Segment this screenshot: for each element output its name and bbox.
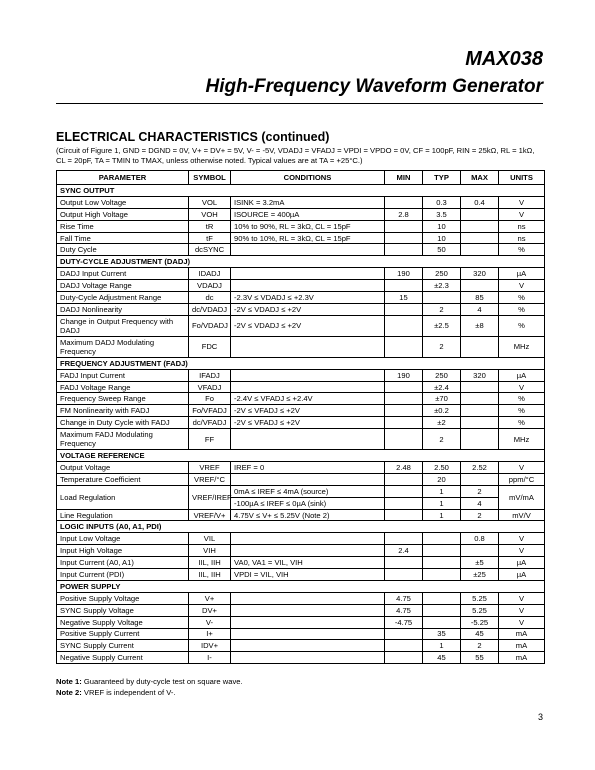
table-row bbox=[57, 381, 545, 393]
table-row bbox=[57, 405, 545, 417]
typ-cell: 1 bbox=[423, 509, 461, 521]
min-cell bbox=[385, 303, 423, 315]
parameter-cell: Line Regulation bbox=[57, 509, 189, 521]
units-cell: V bbox=[499, 208, 545, 220]
units-cell: mA bbox=[499, 640, 545, 652]
parameter-cell: Duty-Cycle Adjustment Range bbox=[57, 292, 189, 304]
table-row bbox=[57, 628, 545, 640]
typ-cell: 0.3 bbox=[423, 196, 461, 208]
section-heading: SYNC OUTPUT bbox=[57, 185, 545, 197]
parameter-cell: DADJ Nonlinearity bbox=[57, 303, 189, 315]
symbol-cell: VIH bbox=[189, 545, 231, 557]
parameter-cell: Frequency Sweep Range bbox=[57, 393, 189, 405]
max-cell: 5.25 bbox=[461, 604, 499, 616]
max-cell bbox=[461, 473, 499, 485]
conditions-cell: -2V ≤ VDADJ ≤ +2V bbox=[231, 303, 385, 315]
max-cell: 2 bbox=[461, 509, 499, 521]
units-cell: µA bbox=[499, 268, 545, 280]
parameter-cell: Temperature Coefficient bbox=[57, 473, 189, 485]
conditions-cell: VPDI = VIL, VIH bbox=[231, 569, 385, 581]
table-row bbox=[57, 462, 545, 474]
section-heading: VOLTAGE REFERENCE bbox=[57, 450, 545, 462]
symbol-cell: IIL, IIH bbox=[189, 569, 231, 581]
conditions-cell bbox=[231, 381, 385, 393]
typ-cell bbox=[423, 545, 461, 557]
max-cell: 4 bbox=[461, 303, 499, 315]
units-cell: mA bbox=[499, 652, 545, 664]
max-cell: 45 bbox=[461, 628, 499, 640]
parameter-cell: Positive Supply Voltage bbox=[57, 592, 189, 604]
header-conditions: CONDITIONS bbox=[231, 171, 385, 185]
min-cell bbox=[385, 196, 423, 208]
parameter-cell: Duty Cycle bbox=[57, 244, 189, 256]
document-title: High-Frequency Waveform Generator bbox=[205, 76, 543, 97]
conditions-cell bbox=[231, 369, 385, 381]
typ-cell: 2 bbox=[423, 303, 461, 315]
section-row bbox=[57, 256, 545, 268]
header-parameter: PARAMETER bbox=[57, 171, 189, 185]
conditions-cell bbox=[231, 592, 385, 604]
parameter-cell: Input Low Voltage bbox=[57, 533, 189, 545]
typ-cell: 250 bbox=[423, 369, 461, 381]
table-row bbox=[57, 473, 545, 485]
table-row bbox=[57, 220, 545, 232]
symbol-cell: V- bbox=[189, 616, 231, 628]
min-cell: -4.75 bbox=[385, 616, 423, 628]
units-cell: ppm/°C bbox=[499, 473, 545, 485]
parameter-cell: FM Nonlinearity with FADJ bbox=[57, 405, 189, 417]
symbol-cell: dcSYNC bbox=[189, 244, 231, 256]
parameter-cell: Output Low Voltage bbox=[57, 196, 189, 208]
conditions-cell: 0mA ≤ IREF ≤ 4mA (source) bbox=[231, 485, 385, 497]
header-units: UNITS bbox=[499, 171, 545, 185]
max-cell: 320 bbox=[461, 369, 499, 381]
conditions-cell bbox=[231, 640, 385, 652]
parameter-cell: FADJ Voltage Range bbox=[57, 381, 189, 393]
min-cell bbox=[385, 509, 423, 521]
parameter-cell: Change in Duty Cycle with FADJ bbox=[57, 417, 189, 429]
typ-cell: ±2.3 bbox=[423, 280, 461, 292]
max-cell bbox=[461, 244, 499, 256]
typ-cell: 45 bbox=[423, 652, 461, 664]
min-cell bbox=[385, 336, 423, 357]
max-cell: ±8 bbox=[461, 315, 499, 336]
parameter-cell: Maximum DADJ Modulating Frequency bbox=[57, 336, 189, 357]
max-cell bbox=[461, 336, 499, 357]
min-cell: 15 bbox=[385, 292, 423, 304]
min-cell: 190 bbox=[385, 268, 423, 280]
min-cell: 4.75 bbox=[385, 604, 423, 616]
conditions-cell: VA0, VA1 = VIL, VIH bbox=[231, 557, 385, 569]
note-label: Note 1: bbox=[56, 677, 82, 686]
symbol-cell: VOL bbox=[189, 196, 231, 208]
min-cell bbox=[385, 244, 423, 256]
units-cell: V bbox=[499, 381, 545, 393]
units-cell: % bbox=[499, 244, 545, 256]
units-cell: V bbox=[499, 545, 545, 557]
units-cell: V bbox=[499, 592, 545, 604]
max-cell bbox=[461, 393, 499, 405]
parameter-cell: Positive Supply Current bbox=[57, 628, 189, 640]
min-cell bbox=[385, 652, 423, 664]
conditions-cell bbox=[231, 336, 385, 357]
parameter-cell: FADJ Input Current bbox=[57, 369, 189, 381]
parameter-cell: SYNC Supply Voltage bbox=[57, 604, 189, 616]
note-text: VREF is independent of V-. bbox=[83, 688, 176, 697]
max-cell bbox=[461, 220, 499, 232]
min-cell bbox=[385, 220, 423, 232]
min-cell bbox=[385, 533, 423, 545]
conditions-cell bbox=[231, 545, 385, 557]
typ-cell: 250 bbox=[423, 268, 461, 280]
units-cell: MHz bbox=[499, 336, 545, 357]
symbol-cell: VOH bbox=[189, 208, 231, 220]
max-cell: 85 bbox=[461, 292, 499, 304]
min-cell bbox=[385, 381, 423, 393]
table-row bbox=[57, 429, 545, 450]
symbol-cell: tR bbox=[189, 220, 231, 232]
table-row bbox=[57, 369, 545, 381]
conditions-cell bbox=[231, 604, 385, 616]
table-row bbox=[57, 393, 545, 405]
conditions-cell: ISINK = 3.2mA bbox=[231, 196, 385, 208]
units-cell: ns bbox=[499, 220, 545, 232]
header-symbol: SYMBOL bbox=[189, 171, 231, 185]
test-conditions: (Circuit of Figure 1, GND = DGND = 0V, V+ = DV+ = 5V, V- = -5V, VDADJ = VFADJ = VPDI = VPDO = 0V, CF = 100pF, RIN = 25kΩ, RL = 1kΩ, CL = 20pF, TA = TMIN to TMAX, unless otherwise noted. Typical values are at TA = +25°C.) bbox=[56, 146, 535, 165]
min-cell: 2.4 bbox=[385, 545, 423, 557]
max-cell bbox=[461, 280, 499, 292]
typ-cell: ±2 bbox=[423, 417, 461, 429]
units-cell: % bbox=[499, 405, 545, 417]
parameter-cell: Change in Output Frequency with DADJ bbox=[57, 315, 189, 336]
units-cell: V bbox=[499, 196, 545, 208]
section-row bbox=[57, 521, 545, 533]
typ-cell: 2 bbox=[423, 429, 461, 450]
units-cell: V bbox=[499, 616, 545, 628]
conditions-cell: 10% to 90%, RL = 3kΩ, CL = 15pF bbox=[231, 220, 385, 232]
typ-cell: 1 bbox=[423, 497, 461, 509]
typ-cell bbox=[423, 557, 461, 569]
min-cell bbox=[385, 569, 423, 581]
parameter-cell: SYNC Supply Current bbox=[57, 640, 189, 652]
typ-cell: 1 bbox=[423, 485, 461, 497]
header-max: MAX bbox=[461, 171, 499, 185]
symbol-cell: VFADJ bbox=[189, 381, 231, 393]
typ-cell: ±0.2 bbox=[423, 405, 461, 417]
section-heading: LOGIC INPUTS (A0, A1, PDI) bbox=[57, 521, 545, 533]
section-row bbox=[57, 185, 545, 197]
section-row bbox=[57, 580, 545, 592]
parameter-cell: Output Voltage bbox=[57, 462, 189, 474]
typ-cell: 50 bbox=[423, 244, 461, 256]
min-cell bbox=[385, 557, 423, 569]
conditions-cell bbox=[231, 652, 385, 664]
typ-cell: 2.50 bbox=[423, 462, 461, 474]
table-row bbox=[57, 592, 545, 604]
min-cell bbox=[385, 280, 423, 292]
conditions-cell: -2V ≤ VDADJ ≤ +2V bbox=[231, 315, 385, 336]
typ-cell: 2 bbox=[423, 336, 461, 357]
typ-cell: 20 bbox=[423, 473, 461, 485]
table-header-row bbox=[57, 171, 545, 185]
conditions-cell: -2.4V ≤ VFADJ ≤ +2.4V bbox=[231, 393, 385, 405]
max-cell bbox=[461, 208, 499, 220]
typ-cell: ±2.5 bbox=[423, 315, 461, 336]
page-number: 3 bbox=[537, 712, 543, 722]
symbol-cell: FDC bbox=[189, 336, 231, 357]
typ-cell bbox=[423, 604, 461, 616]
max-cell: 320 bbox=[461, 268, 499, 280]
parameter-cell: Input Current (A0, A1) bbox=[57, 557, 189, 569]
typ-cell bbox=[423, 292, 461, 304]
typ-cell: 35 bbox=[423, 628, 461, 640]
units-cell: % bbox=[499, 393, 545, 405]
symbol-cell: dc bbox=[189, 292, 231, 304]
conditions-cell bbox=[231, 628, 385, 640]
symbol-cell: Fo/VFADJ bbox=[189, 405, 231, 417]
symbol-cell: VREF/°C bbox=[189, 473, 231, 485]
min-cell: 4.75 bbox=[385, 592, 423, 604]
units-cell: V bbox=[499, 280, 545, 292]
typ-cell: 1 bbox=[423, 640, 461, 652]
symbol-cell: IIL, IIH bbox=[189, 557, 231, 569]
note-label: Note 2: bbox=[56, 688, 82, 697]
section-row bbox=[57, 450, 545, 462]
units-cell: % bbox=[499, 292, 545, 304]
min-cell bbox=[385, 405, 423, 417]
symbol-cell: VREF/V+ bbox=[189, 509, 231, 521]
units-cell: µA bbox=[499, 569, 545, 581]
table-row bbox=[57, 315, 545, 336]
max-cell: -5.25 bbox=[461, 616, 499, 628]
units-cell: µA bbox=[499, 557, 545, 569]
max-cell: 5.25 bbox=[461, 592, 499, 604]
table-row bbox=[57, 336, 545, 357]
symbol-cell: Fo/VDADJ bbox=[189, 315, 231, 336]
parameter-cell: Input Current (PDI) bbox=[57, 569, 189, 581]
note-1 bbox=[56, 676, 243, 687]
max-cell bbox=[461, 429, 499, 450]
parameter-cell: Negative Supply Voltage bbox=[57, 616, 189, 628]
min-cell bbox=[385, 628, 423, 640]
section-row bbox=[57, 357, 545, 369]
max-cell: 0.8 bbox=[461, 533, 499, 545]
table-row bbox=[57, 196, 545, 208]
max-cell bbox=[461, 405, 499, 417]
symbol-cell: I- bbox=[189, 652, 231, 664]
conditions-cell: -2V ≤ VFADJ ≤ +2V bbox=[231, 417, 385, 429]
typ-cell bbox=[423, 569, 461, 581]
typ-cell bbox=[423, 616, 461, 628]
conditions-cell bbox=[231, 429, 385, 450]
units-cell: mV/V bbox=[499, 509, 545, 521]
max-cell: 4 bbox=[461, 497, 499, 509]
symbol-cell: VREF bbox=[189, 462, 231, 474]
max-cell: 0.4 bbox=[461, 196, 499, 208]
max-cell bbox=[461, 417, 499, 429]
table-row bbox=[57, 268, 545, 280]
header-rule bbox=[56, 103, 543, 104]
units-cell: % bbox=[499, 417, 545, 429]
parameter-cell: Maximum FADJ Modulating Frequency bbox=[57, 429, 189, 450]
parameter-cell: DADJ Voltage Range bbox=[57, 280, 189, 292]
typ-cell: 3.5 bbox=[423, 208, 461, 220]
parameter-cell: Output High Voltage bbox=[57, 208, 189, 220]
min-cell: 2.48 bbox=[385, 462, 423, 474]
table-row bbox=[57, 557, 545, 569]
typ-cell bbox=[423, 592, 461, 604]
typ-cell: 10 bbox=[423, 220, 461, 232]
parameter-cell: Input High Voltage bbox=[57, 545, 189, 557]
typ-cell: ±2.4 bbox=[423, 381, 461, 393]
table-row bbox=[57, 509, 545, 521]
table-row bbox=[57, 616, 545, 628]
max-cell: 2.52 bbox=[461, 462, 499, 474]
conditions-cell bbox=[231, 533, 385, 545]
symbol-cell: VREF/IREF bbox=[189, 485, 231, 509]
min-cell bbox=[385, 315, 423, 336]
table-row bbox=[57, 545, 545, 557]
table-row bbox=[57, 485, 545, 497]
section-heading: DUTY-CYCLE ADJUSTMENT (DADJ) bbox=[57, 256, 545, 268]
table-row bbox=[57, 244, 545, 256]
conditions-cell bbox=[231, 616, 385, 628]
units-cell: ns bbox=[499, 232, 545, 244]
table-row bbox=[57, 604, 545, 616]
symbol-cell: I+ bbox=[189, 628, 231, 640]
symbol-cell: VDADJ bbox=[189, 280, 231, 292]
electrical-characteristics-table bbox=[56, 170, 545, 664]
section-heading: FREQUENCY ADJUSTMENT (FADJ) bbox=[57, 357, 545, 369]
typ-cell: 10 bbox=[423, 232, 461, 244]
symbol-cell: Fo bbox=[189, 393, 231, 405]
part-number: MAX038 bbox=[465, 48, 543, 70]
units-cell: % bbox=[499, 315, 545, 336]
note-text: Guaranteed by duty-cycle test on square wave. bbox=[83, 677, 243, 686]
units-cell: MHz bbox=[499, 429, 545, 450]
units-cell: V bbox=[499, 462, 545, 474]
note-2 bbox=[56, 687, 243, 698]
min-cell bbox=[385, 485, 423, 497]
typ-cell bbox=[423, 533, 461, 545]
conditions-cell bbox=[231, 268, 385, 280]
max-cell bbox=[461, 545, 499, 557]
conditions-cell: -100µA ≤ IREF ≤ 0µA (sink) bbox=[231, 497, 385, 509]
conditions-cell: -2.3V ≤ VDADJ ≤ +2.3V bbox=[231, 292, 385, 304]
max-cell: 2 bbox=[461, 485, 499, 497]
typ-cell: ±70 bbox=[423, 393, 461, 405]
units-cell: V bbox=[499, 604, 545, 616]
symbol-cell: dc/VDADJ bbox=[189, 303, 231, 315]
notes bbox=[56, 676, 243, 698]
symbol-cell: VIL bbox=[189, 533, 231, 545]
max-cell bbox=[461, 232, 499, 244]
header-typ: TYP bbox=[423, 171, 461, 185]
section-heading: POWER SUPPLY bbox=[57, 580, 545, 592]
units-cell: % bbox=[499, 303, 545, 315]
min-cell bbox=[385, 232, 423, 244]
symbol-cell: DV+ bbox=[189, 604, 231, 616]
symbol-cell: tF bbox=[189, 232, 231, 244]
units-cell: µA bbox=[499, 369, 545, 381]
symbol-cell: IDV+ bbox=[189, 640, 231, 652]
table-row bbox=[57, 417, 545, 429]
symbol-cell: dc/VFADJ bbox=[189, 417, 231, 429]
table-row bbox=[57, 292, 545, 304]
conditions-cell: 4.75V ≤ V+ ≤ 5.25V (Note 2) bbox=[231, 509, 385, 521]
units-cell: V bbox=[499, 533, 545, 545]
max-cell bbox=[461, 381, 499, 393]
min-cell bbox=[385, 429, 423, 450]
conditions-cell: 90% to 10%, RL = 3kΩ, CL = 15pF bbox=[231, 232, 385, 244]
conditions-cell bbox=[231, 244, 385, 256]
table-row bbox=[57, 569, 545, 581]
table-row bbox=[57, 232, 545, 244]
table-row bbox=[57, 280, 545, 292]
min-cell bbox=[385, 473, 423, 485]
symbol-cell: IDADJ bbox=[189, 268, 231, 280]
conditions-cell bbox=[231, 280, 385, 292]
units-cell: mA bbox=[499, 628, 545, 640]
table-row bbox=[57, 652, 545, 664]
min-cell bbox=[385, 497, 423, 509]
section-title: ELECTRICAL CHARACTERISTICS (continued) bbox=[56, 130, 330, 144]
table-row bbox=[57, 640, 545, 652]
table-row bbox=[57, 303, 545, 315]
min-cell bbox=[385, 393, 423, 405]
symbol-cell: FF bbox=[189, 429, 231, 450]
max-cell: ±5 bbox=[461, 557, 499, 569]
units-cell: mV/mA bbox=[499, 485, 545, 509]
conditions-cell: ISOURCE = 400µA bbox=[231, 208, 385, 220]
parameter-cell: DADJ Input Current bbox=[57, 268, 189, 280]
symbol-cell: V+ bbox=[189, 592, 231, 604]
parameter-cell: Fall Time bbox=[57, 232, 189, 244]
conditions-cell: IREF = 0 bbox=[231, 462, 385, 474]
table-row bbox=[57, 208, 545, 220]
min-cell bbox=[385, 417, 423, 429]
min-cell: 2.8 bbox=[385, 208, 423, 220]
parameter-cell: Load Regulation bbox=[57, 485, 189, 509]
max-cell: 55 bbox=[461, 652, 499, 664]
min-cell bbox=[385, 640, 423, 652]
parameter-cell: Negative Supply Current bbox=[57, 652, 189, 664]
max-cell: 2 bbox=[461, 640, 499, 652]
max-cell: ±25 bbox=[461, 569, 499, 581]
symbol-cell: IFADJ bbox=[189, 369, 231, 381]
header-min: MIN bbox=[385, 171, 423, 185]
min-cell: 190 bbox=[385, 369, 423, 381]
conditions-cell bbox=[231, 473, 385, 485]
parameter-cell: Rise Time bbox=[57, 220, 189, 232]
table-row bbox=[57, 533, 545, 545]
conditions-cell: -2V ≤ VFADJ ≤ +2V bbox=[231, 405, 385, 417]
